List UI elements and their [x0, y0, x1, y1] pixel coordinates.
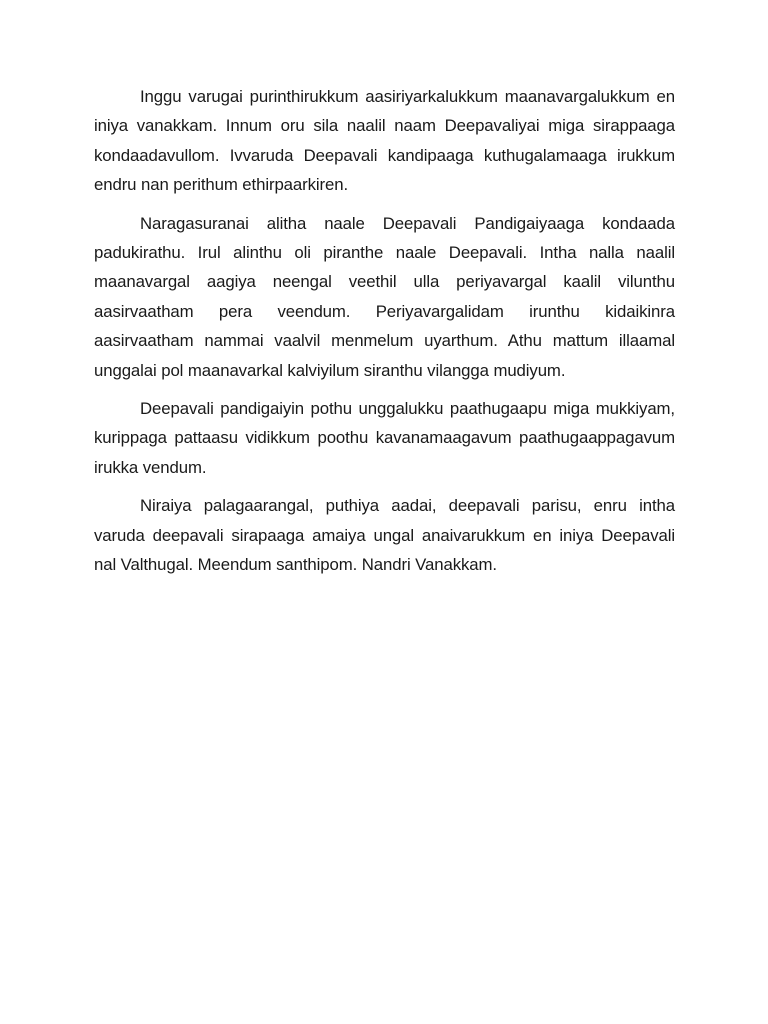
document-body: [94, 82, 675, 589]
paragraph-greeting: Inggu varugai purinthirukkum aasiriyarkalukkum maanavargalukkum en iniya vanakkam. Innum oru sila naalil naam Deepavaliyai miga sirappaaga kondaadavullom. Ivvaruda Deepavali kandipaaga kuthugalamaaga irukkum endru nan perithum ethirpaarkiren.: [94, 87, 675, 195]
paragraph-deepavali-meaning: Naragasuranai alitha naale Deepavali Pandigaiyaaga kondaada padukirathu. Irul alinthu oli piranthe naale Deepavali. Intha nalla naalil maanavargal aagiya neengal veethil ulla periyavargal kaalil vilunthu aasirvaatham pera veendum. Periyavargalidam irunthu kidaikinra aasirvaatham nammai vaalvil menmelum uyarthum. Athu mattum illaamal unggalai pol maanavarkal kalviyilum siranthu vilangga mudiyum.: [94, 213, 675, 380]
paragraph-closing-wishes: Niraiya palagaarangal, puthiya aadai, deepavali parisu, enru intha varuda deepavali sirapaaga amaiya ungal anaivarukkum en iniya Deepavali nal Valthugal. Meendum santhipom. Nandri Vanakkam.: [94, 496, 675, 575]
paragraph-safety: Deepavali pandigaiyin pothu unggalukku paathugaapu miga mukkiyam, kurippaga pattaasu vidikkum poothu kavanamaagavum paathugaappagavum irukka vendum.: [94, 399, 675, 477]
